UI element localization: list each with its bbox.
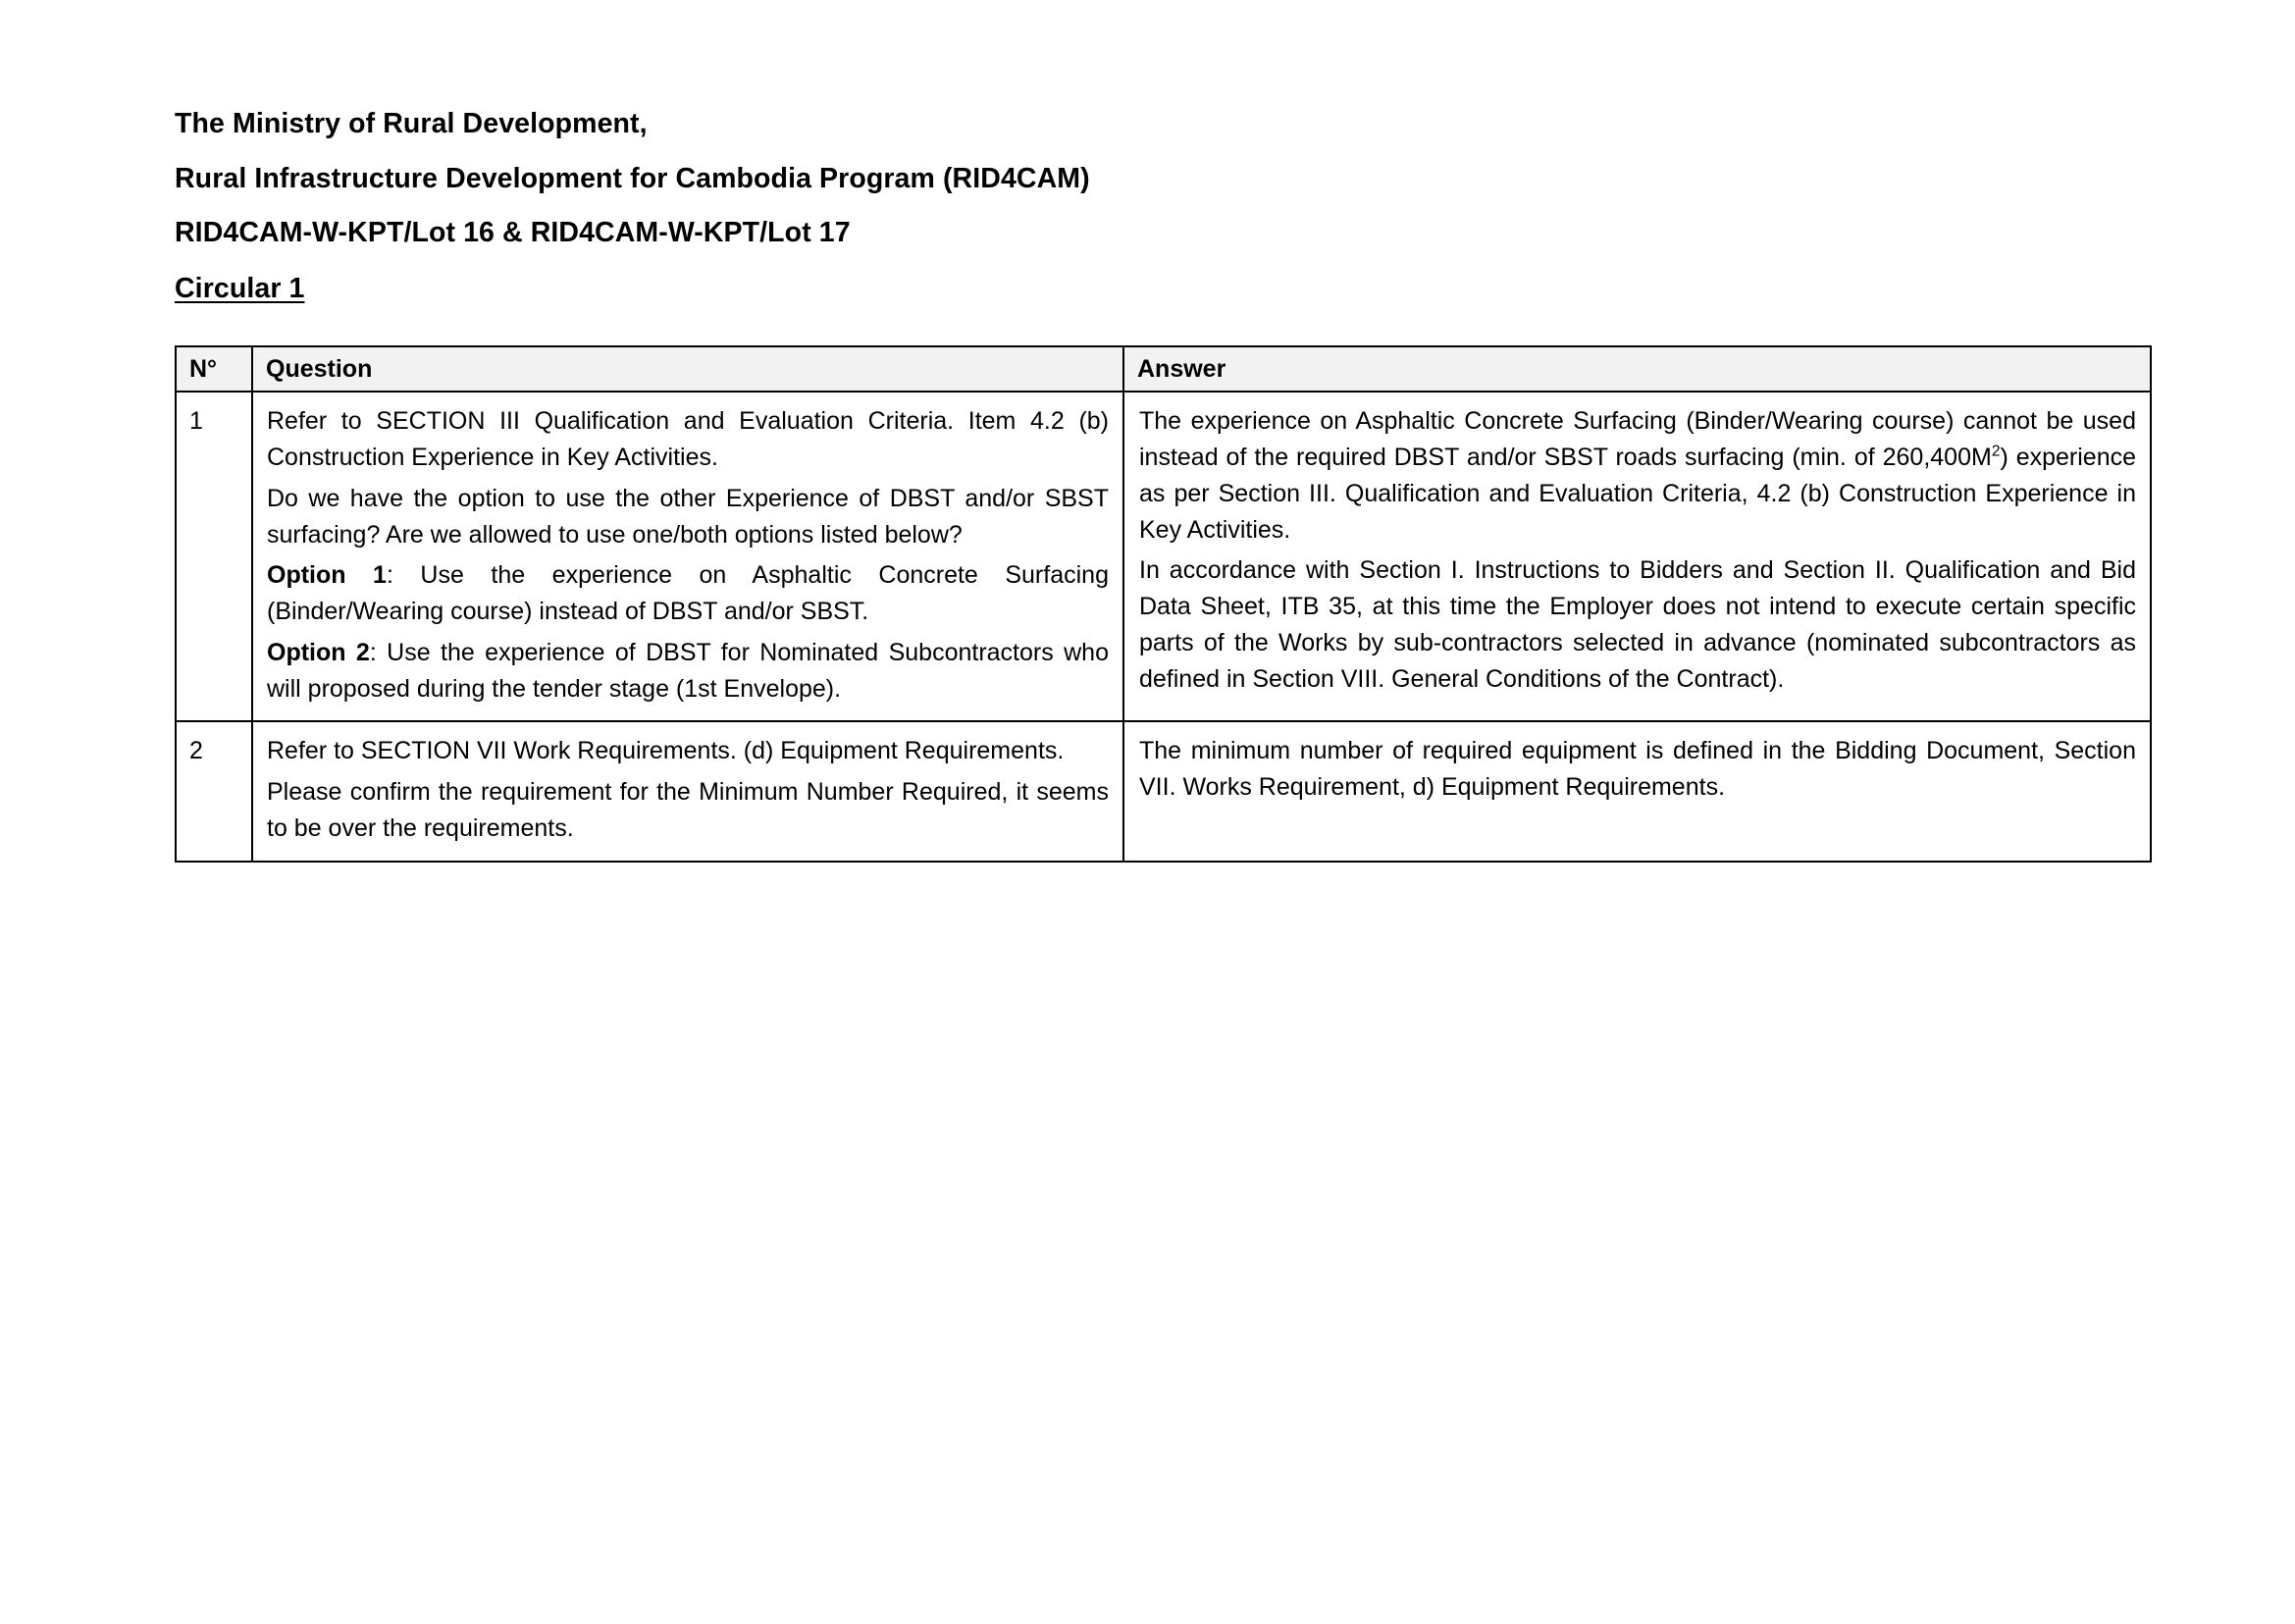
answer-paragraph: In accordance with Section I. Instructions to Bidders and Section II. Qualification and Bid Data Sheet, ITB 35, at this time the Employer does not intend to execute certain specific parts of the Works by sub-contractors selected in advance (nominated subcontractors as defined in Section VIII. General Conditions of the Contract).	[1139, 556, 2136, 693]
heading-program: Rural Infrastructure Development for Cambodia Program (RID4CAM)	[175, 162, 1090, 194]
row-number-value: 2	[189, 737, 203, 765]
answer-paragraph	[1139, 403, 2136, 548]
question-paragraph: Please confirm the requirement for the Minimum Number Required, it seems to be over the requirements.	[267, 778, 1109, 842]
table-row	[176, 392, 2151, 721]
question-option-label: Option 2	[267, 638, 370, 666]
column-header-number	[176, 346, 252, 392]
question-content	[253, 722, 1122, 860]
question-paragraph: Do we have the option to use the other Experience of DBST and/or SBST surfacing? Are we allowed to use one/both options listed below?	[267, 484, 1109, 549]
question-option-label: Option 1	[267, 561, 387, 590]
question-cell	[252, 392, 1123, 721]
column-header-question-label: Question	[266, 355, 373, 383]
row-number-cell	[176, 392, 252, 721]
answer-paragraph: The minimum number of required equipment is defined in the Bidding Document, Section VII. Works Requirement, d) Equipment Requirements.	[1139, 737, 2136, 801]
question-content	[253, 393, 1122, 720]
question-option-text: Use the experience on Asphaltic Concrete Surfacing (Binder/Wearing course) instead of DBST and/or SBST.	[267, 561, 1109, 625]
heading-lot-reference: RID4CAM-W-KPT/Lot 16 & RID4CAM-W-KPT/Lot 17	[175, 217, 851, 248]
answer-cell	[1123, 721, 2151, 861]
table-header-row	[176, 346, 2151, 392]
answer-cell	[1123, 392, 2151, 721]
column-header-number-label: N°	[189, 355, 218, 383]
question-option-separator: :	[386, 561, 421, 590]
answer-content	[1124, 722, 2150, 819]
question-option	[267, 635, 1109, 707]
question-cell	[252, 721, 1123, 861]
question-answer-table	[175, 345, 2152, 863]
question-option	[267, 557, 1109, 630]
question-paragraph: Refer to SECTION III Qualification and Evaluation Criteria. Item 4.2 (b) Construction Experience in Key Activities.	[267, 407, 1109, 471]
column-header-question	[252, 346, 1123, 392]
heading-organization: The Ministry of Rural Development,	[175, 108, 648, 139]
table-row	[176, 721, 2151, 861]
document-heading	[175, 110, 2147, 302]
answer-superscript: 2	[1991, 443, 2001, 460]
answer-text-part-1: The experience on Asphaltic Concrete Surfacing (Binder/Wearing course) cannot be used instead of the required DBST and/or SBST roads surfacing (min. of 260,400M	[1139, 407, 2136, 471]
row-number-cell	[176, 721, 252, 861]
row-number-value: 1	[189, 407, 203, 436]
answer-text-part-2: ) experience as per Section III. Qualification and Evaluation Criteria, 4.2 (b) Construction Experience in Key Activities.	[1139, 444, 2137, 544]
question-option-text: Use the experience of DBST for Nominated Subcontractors who will proposed during the tender stage (1st Envelope).	[267, 638, 1109, 703]
question-paragraph: Refer to SECTION VII Work Requirements. (d) Equipment Requirements.	[267, 737, 1065, 765]
table-header	[176, 346, 2151, 392]
table-body	[176, 392, 2151, 861]
answer-content	[1124, 393, 2150, 710]
column-header-answer-label: Answer	[1137, 355, 1226, 383]
question-option-separator: :	[369, 638, 388, 666]
column-header-answer	[1123, 346, 2151, 392]
heading-circular: Circular 1	[175, 272, 305, 304]
